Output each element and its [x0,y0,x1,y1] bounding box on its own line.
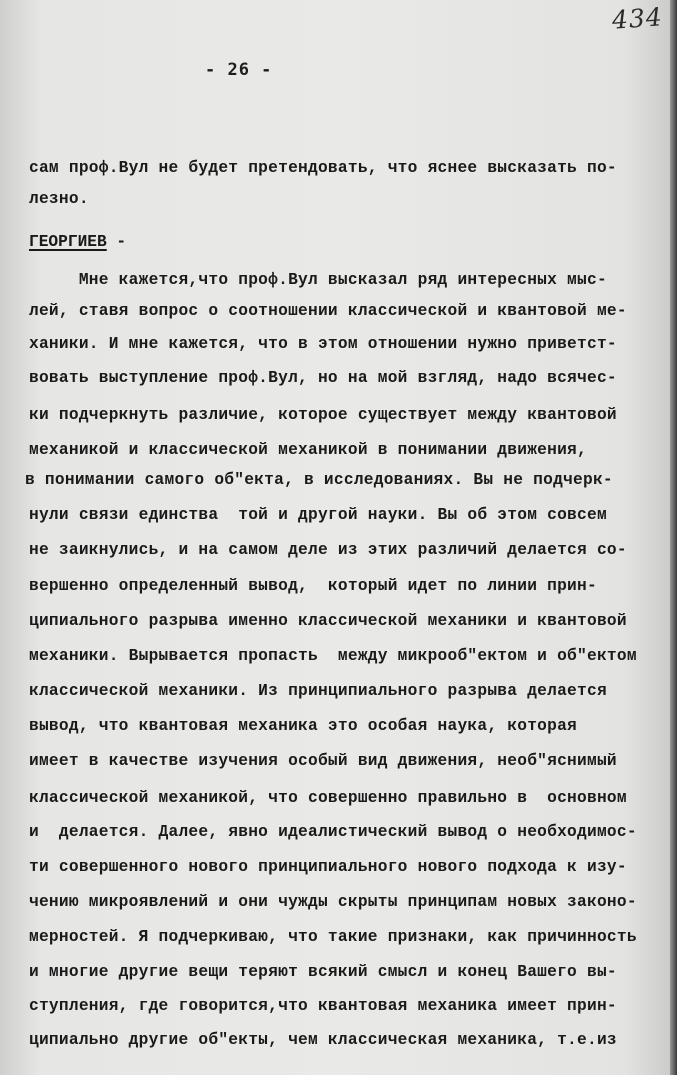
text-line: имеет в качестве изучения особый вид движения, необ"яснимый [29,752,617,770]
speaker-heading [29,232,126,252]
text-line: и делается. Далее, явно идеалистический вывод о необходимос- [29,823,637,841]
text-line: ханики. И мне кажется, что в этом отношении нужно приветст- [29,335,617,353]
text-line: механики. Вырывается пропасть между микрооб"ектом и об"ектом [29,647,637,665]
text-line: не заикнулись, и на самом деле из этих различий делается со- [29,541,627,559]
text-line: лей, ставя вопрос о соотношении классической и квантовой ме- [29,302,627,320]
text-line: и многие другие вещи теряют всякий смысл и конец Вашего вы- [29,963,617,981]
text-line: сам проф.Вул не будет претендовать, что яснее высказать по- [29,159,617,177]
archive-folio-number: 434 [611,2,664,35]
speaker-dash: - [106,233,127,251]
text-line: классической механикой, что совершенно правильно в основном [29,789,627,807]
text-line: лезно. [29,190,89,208]
text-line: ти совершенного нового принципиального нового подхода к изу- [29,858,627,876]
text-line: нули связи единства той и другой науки. Вы об этом совсем [29,506,607,524]
text-line: ципиального разрыва именно классической механики и квантовой [29,612,627,630]
text-line: Мне кажется,что проф.Вул высказал ряд интересных мыс- [29,271,607,289]
text-line: вывод, что квантовая механика это особая наука, которая [29,717,578,735]
page-edge-shadow [670,0,677,1075]
speaker-name: ГЕОРГИЕВ [29,233,107,251]
text-line: вовать выступление проф.Вул, но на мой взгляд, надо всячес- [29,369,617,387]
text-line: ступления, где говорится,что квантовая механика имеет прин- [29,997,617,1015]
text-line: вершенно определенный вывод, который идет по линии прин- [29,577,597,595]
text-line: классической механики. Из принципиального разрыва делается [29,682,607,700]
text-line: ки подчеркнуть различие, которое существует между квантовой [29,406,617,424]
page-number: - 26 - [205,60,273,80]
text-line: мерностей. Я подчеркиваю, что такие признаки, как причинность [29,928,637,946]
text-line: в понимании самого об"екта, в исследованиях. Вы не подчерк- [25,471,613,489]
text-line: чению микроявлений и они чужды скрыты принципам новых законо- [29,893,637,911]
text-line: механикой и классической механикой в понимании движения, [29,441,587,459]
text-line: ципиально другие об"екты, чем классическая механика, т.е.из [29,1031,617,1049]
